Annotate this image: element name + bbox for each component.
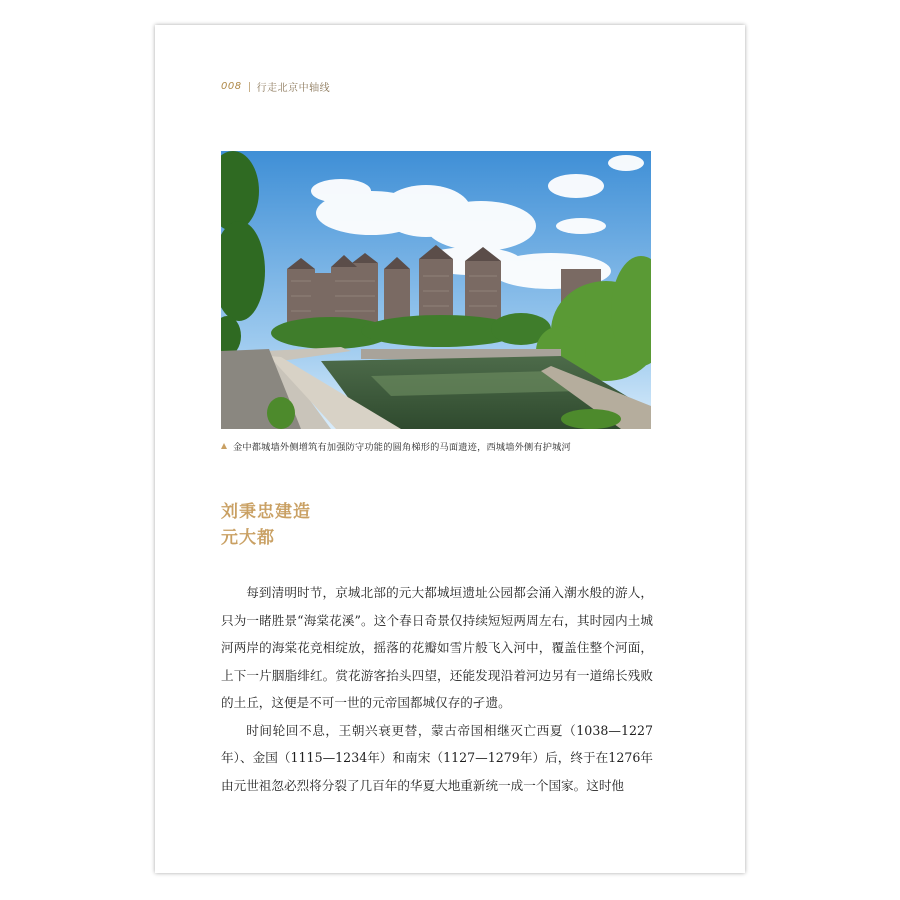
moat-photo [221, 151, 651, 429]
triangle-marker-icon [221, 443, 227, 449]
page-number: 008 [221, 81, 242, 92]
section-title-line-2: 元大都 [221, 528, 275, 548]
section-title-line-1: 刘秉忠建造 [221, 502, 311, 522]
header-divider [249, 82, 250, 92]
body-paragraph: 时间轮回不息，王朝兴衰更替，蒙古帝国相继灭亡西夏（1038—1227年）、金国（1115—1234年）和南宋（1127—1279年）后，终于在1276年由元世祖忽必烈将分裂了几百年的华夏大地重新统一成一个国家。这时他 [221, 722, 653, 793]
book-title: 行走北京中轴线 [256, 83, 331, 94]
section-title [221, 499, 311, 551]
running-head [221, 79, 330, 94]
body-text [221, 579, 653, 799]
book-page [155, 25, 745, 873]
body-paragraph: 每到清明时节，京城北部的元大都城垣遗址公园都会涌入潮水般的游人，只为一睹胜景“海棠花溪”。这个春日奇景仅持续短短两周左右，其时园内土城河两岸的海棠花竞相绽放，摇落的花瓣如雪片般飞入河中，覆盖住整个河面，上下一片胭脂绯红。赏花游客抬头四望，还能发现沿着河边另有一道绵长残败的土丘，这便是不可一世的元帝国都城仅存的孑遗。 [221, 585, 653, 710]
caption-text: 金中都城墙外侧增筑有加强防守功能的圆角梯形的马面遗迹，西城墙外侧有护城河 [233, 442, 571, 453]
photo-caption [221, 439, 661, 453]
